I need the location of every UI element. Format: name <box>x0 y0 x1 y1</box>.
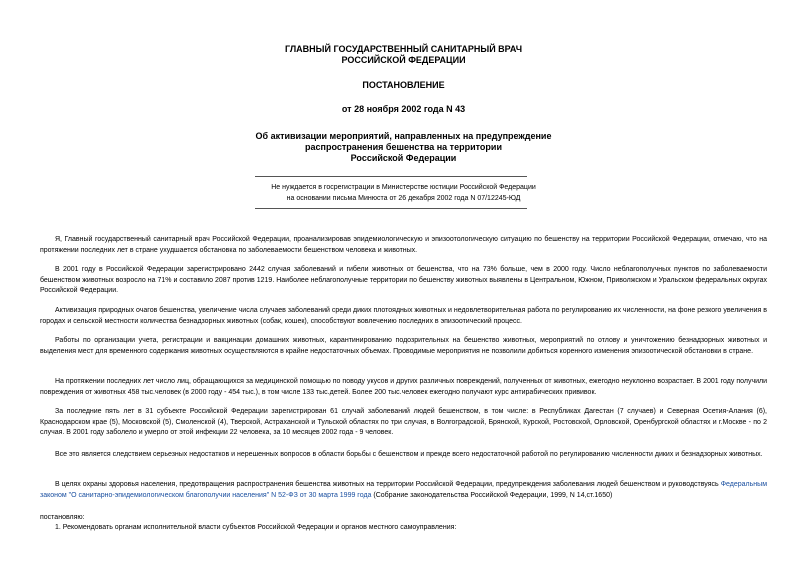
paragraph-6: За последние пять лет в 31 субъекте Российской Федерации зарегистрирован 61 случай заболеваний людей бешенством, в том числе: в Республиках Дагестан (7 случаев) и Северная Осетия-Алания (6), Краснодарском крае (5), Московской (5), Смоленской (4), Тверской, Астраханской и Тульской областях по три случая, в Волгоградской, Брянской, Курской, Ростовской, Орловской, Оренбургской областях и г.Москве - по 2 случая. В 2001 году заболело и умерло от этой инфекции 22 человека, за 10 месяцев 2002 года - 9 человек. <box>40 408 767 436</box>
bottom-divider <box>255 208 527 209</box>
paragraph-2: В 2001 году в Российской Федерации зарегистрировано 2442 случая заболеваний и гибели животных от бешенства, что на 73% больше, чем в 2000 году. Число неблагополучных пунктов по заболеваемости бешенством животных возросло на 71% и составило 2087 против 1219. Наиболее неблагополучные территории по бешенству животных выявлены в Центральном, Южном, Приволжском и Уральском федеральных округах Российской Федерации. <box>40 266 767 294</box>
title-line-2: распространения бешенства на территории <box>305 142 502 152</box>
paragraph-4: Работы по организации учета, регистрации и вакцинации домашних животных, карантинированию подозрительных на бешенство животных, мероприятий по отлову и уничтожению безнадзорных животных и выделения мест для временного содержания животных осуществляются в крайне недостаточных объемах. Проводимые мероприятия не позволили добиться коренного изменения эпизоотической обстановки в стране. <box>40 337 767 355</box>
paragraph-7: Все это является следствием серьезных недостатков и нерешенных вопросов в области борьбы с бешенством и прежде всего недостаточной работой по регулированию численности диких и безнадзорных животных. <box>55 451 763 458</box>
document-type: ПОСТАНОВЛЕНИЕ <box>362 80 445 90</box>
title-line-3: Российской Федерации <box>350 153 457 163</box>
paragraph-8-text-before: В целях охраны здоровья населения, предотвращения распространения бешенства животных на территории Российской Федерации, предупреждения заболевания людей бешенством и руководствуясь <box>55 481 721 488</box>
paragraph-8 <box>40 480 767 501</box>
paragraph-3: Активизация природных очагов бешенства, увеличение числа случаев заболеваний среди диких плотоядных животных и недовлетворительная работа по регулированию их численности, на фоне резкого увеличения в городах и сельской местности количества безнадзорных животных (собак, кошек), способствуют вовлечению последних в эпизоотический процесс. <box>40 307 767 325</box>
top-divider <box>255 176 527 177</box>
paragraph-1: Я, Главный государственный санитарный врач Российской Федерации, проанализировав эпидемиологическую и эпизоотологическую ситуацию по бешенству на территории Российской Федерации, отмечаю, что на протяжении последних лет в стране ухудшается обстановка по заболеваемости бешенством человека и животных. <box>40 236 767 254</box>
paragraph-8-text-after: (Собрание законодательства Российской Федерации, 1999, N 14,ст.1650) <box>371 491 613 499</box>
title-line-1: Об активизации мероприятий, направленных на предупреждение <box>255 131 552 141</box>
issuer-line-1: ГЛАВНЫЙ ГОСУДАРСТВЕННЫЙ САНИТАРНЫЙ ВРАЧ <box>284 44 523 54</box>
document-date: от 28 ноября 2002 года N 43 <box>341 104 466 114</box>
federal-law-link[interactable]: Федеральным законом "О санитарно-эпидемиологическом благополучии населения" N 52-ФЗ от 30 марта 1999 года <box>40 481 767 499</box>
issuer-line-2: РОССИЙСКОЙ ФЕДЕРАЦИИ <box>341 55 466 65</box>
registration-note-line-1: Не нуждается в госрегистрации в Министерстве юстиции Российской Федерации <box>271 184 536 191</box>
item-1: 1. Рекомендовать органам исполнительной власти субъектов Российской Федерации и органов местного самоуправления: <box>55 524 457 531</box>
resolve-line: постановляю: <box>40 514 85 521</box>
paragraph-5: На протяжении последних лет число лиц, обращающихся за медицинской помощью по поводу укусов и других различных повреждений, полученных от животных, ежегодно неуклонно возрастает. В 2001 году получили повреждения от животных 458 тыс.человек (в 2000 году - 454 тыс.), в том числе 133 тыс.детей. Более 200 тыс.человек ежегодно получают курс антирабических прививок. <box>40 378 767 396</box>
registration-note-line-2: на основании письма Минюста от 26 декабря 2002 года N 07/12245-ЮД <box>286 195 521 202</box>
